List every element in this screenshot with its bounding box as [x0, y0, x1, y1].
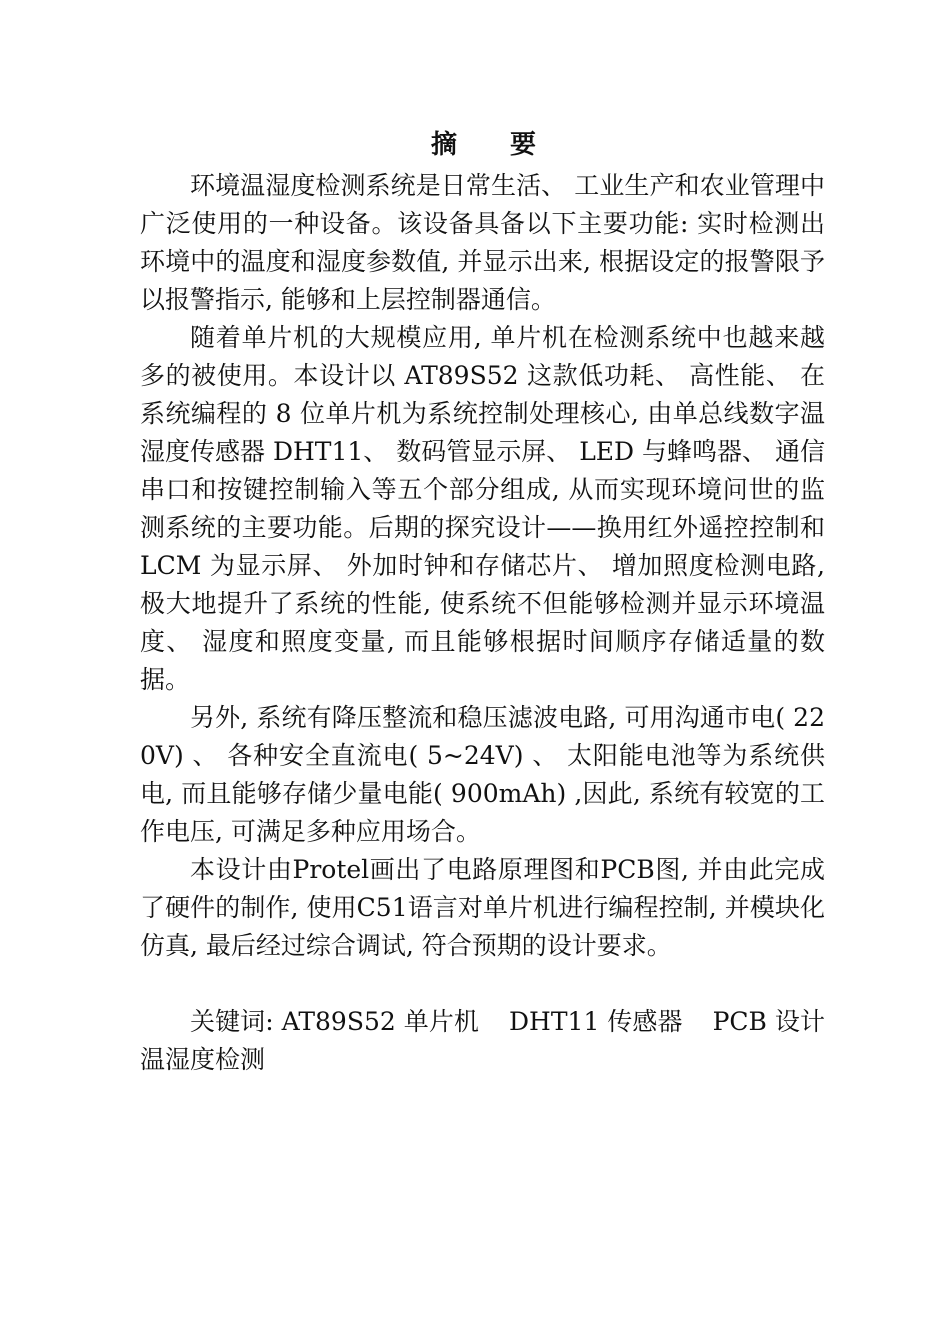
keyword-item: PCB 设计 [712, 1007, 826, 1036]
abstract-paragraph-3: 另外, 系统有降压整流和稳压滤波电路, 可用沟通市电( 220V) 、 各种安全直流电( 5~24V) 、 太阳能电池等为系统供电, 而且能够存储少量电能( 900mAh) ,因此, 系统有较宽的工作电压, 可满足多种应用场合。 [140, 703, 825, 846]
abstract-title: 摘 要 [430, 130, 559, 160]
document-page [140, 126, 825, 1079]
abstract-paragraph-4: 本设计由Protel画出了电路原理图和PCB图, 并由此完成了硬件的制作, 使用C51语言对单片机进行编程控制, 并模块化仿真, 最后经过综合调试, 符合预期的设计要求。 [140, 855, 825, 960]
keyword-item: AT89S52 单片机 [281, 1007, 480, 1036]
keywords-line [140, 1003, 825, 1079]
keyword-item: 温湿度检测 [140, 1045, 266, 1074]
keywords-label: 关键词: [190, 1007, 282, 1036]
abstract-paragraph-2: 随着单片机的大规模应用, 单片机在检测系统中也越来越多的被使用。本设计以 AT89S52 这款低功耗、 高性能、 在系统编程的 8 位单片机为系统控制处理核心, 由单总线数字温湿度传感器 DHT11、 数码管显示屏、 LED 与蜂鸣器、 通信串口和按键控制输入等五个部分组成, 从而实现环境问世的监测系统的主要功能。后期的探究设计——换用红外遥控控制和 LCM 为显示屏、 外加时钟和存储芯片、 增加照度检测电路, 极大地提升了系统的性能, 使系统不但能够检测并显示环境温度、 湿度和照度变量, 而且能够根据时间顺序存储适量的数据。 [140, 323, 825, 694]
keyword-item: DHT11 传感器 [509, 1007, 683, 1036]
abstract-paragraph-1: 环境温湿度检测系统是日常生活、 工业生产和农业管理中广泛使用的一种设备。该设备具备以下主要功能: 实时检测出环境中的温度和湿度参数值, 并显示出来, 根据设定的报警限予以报警指示, 能够和上层控制器通信。 [140, 171, 825, 314]
